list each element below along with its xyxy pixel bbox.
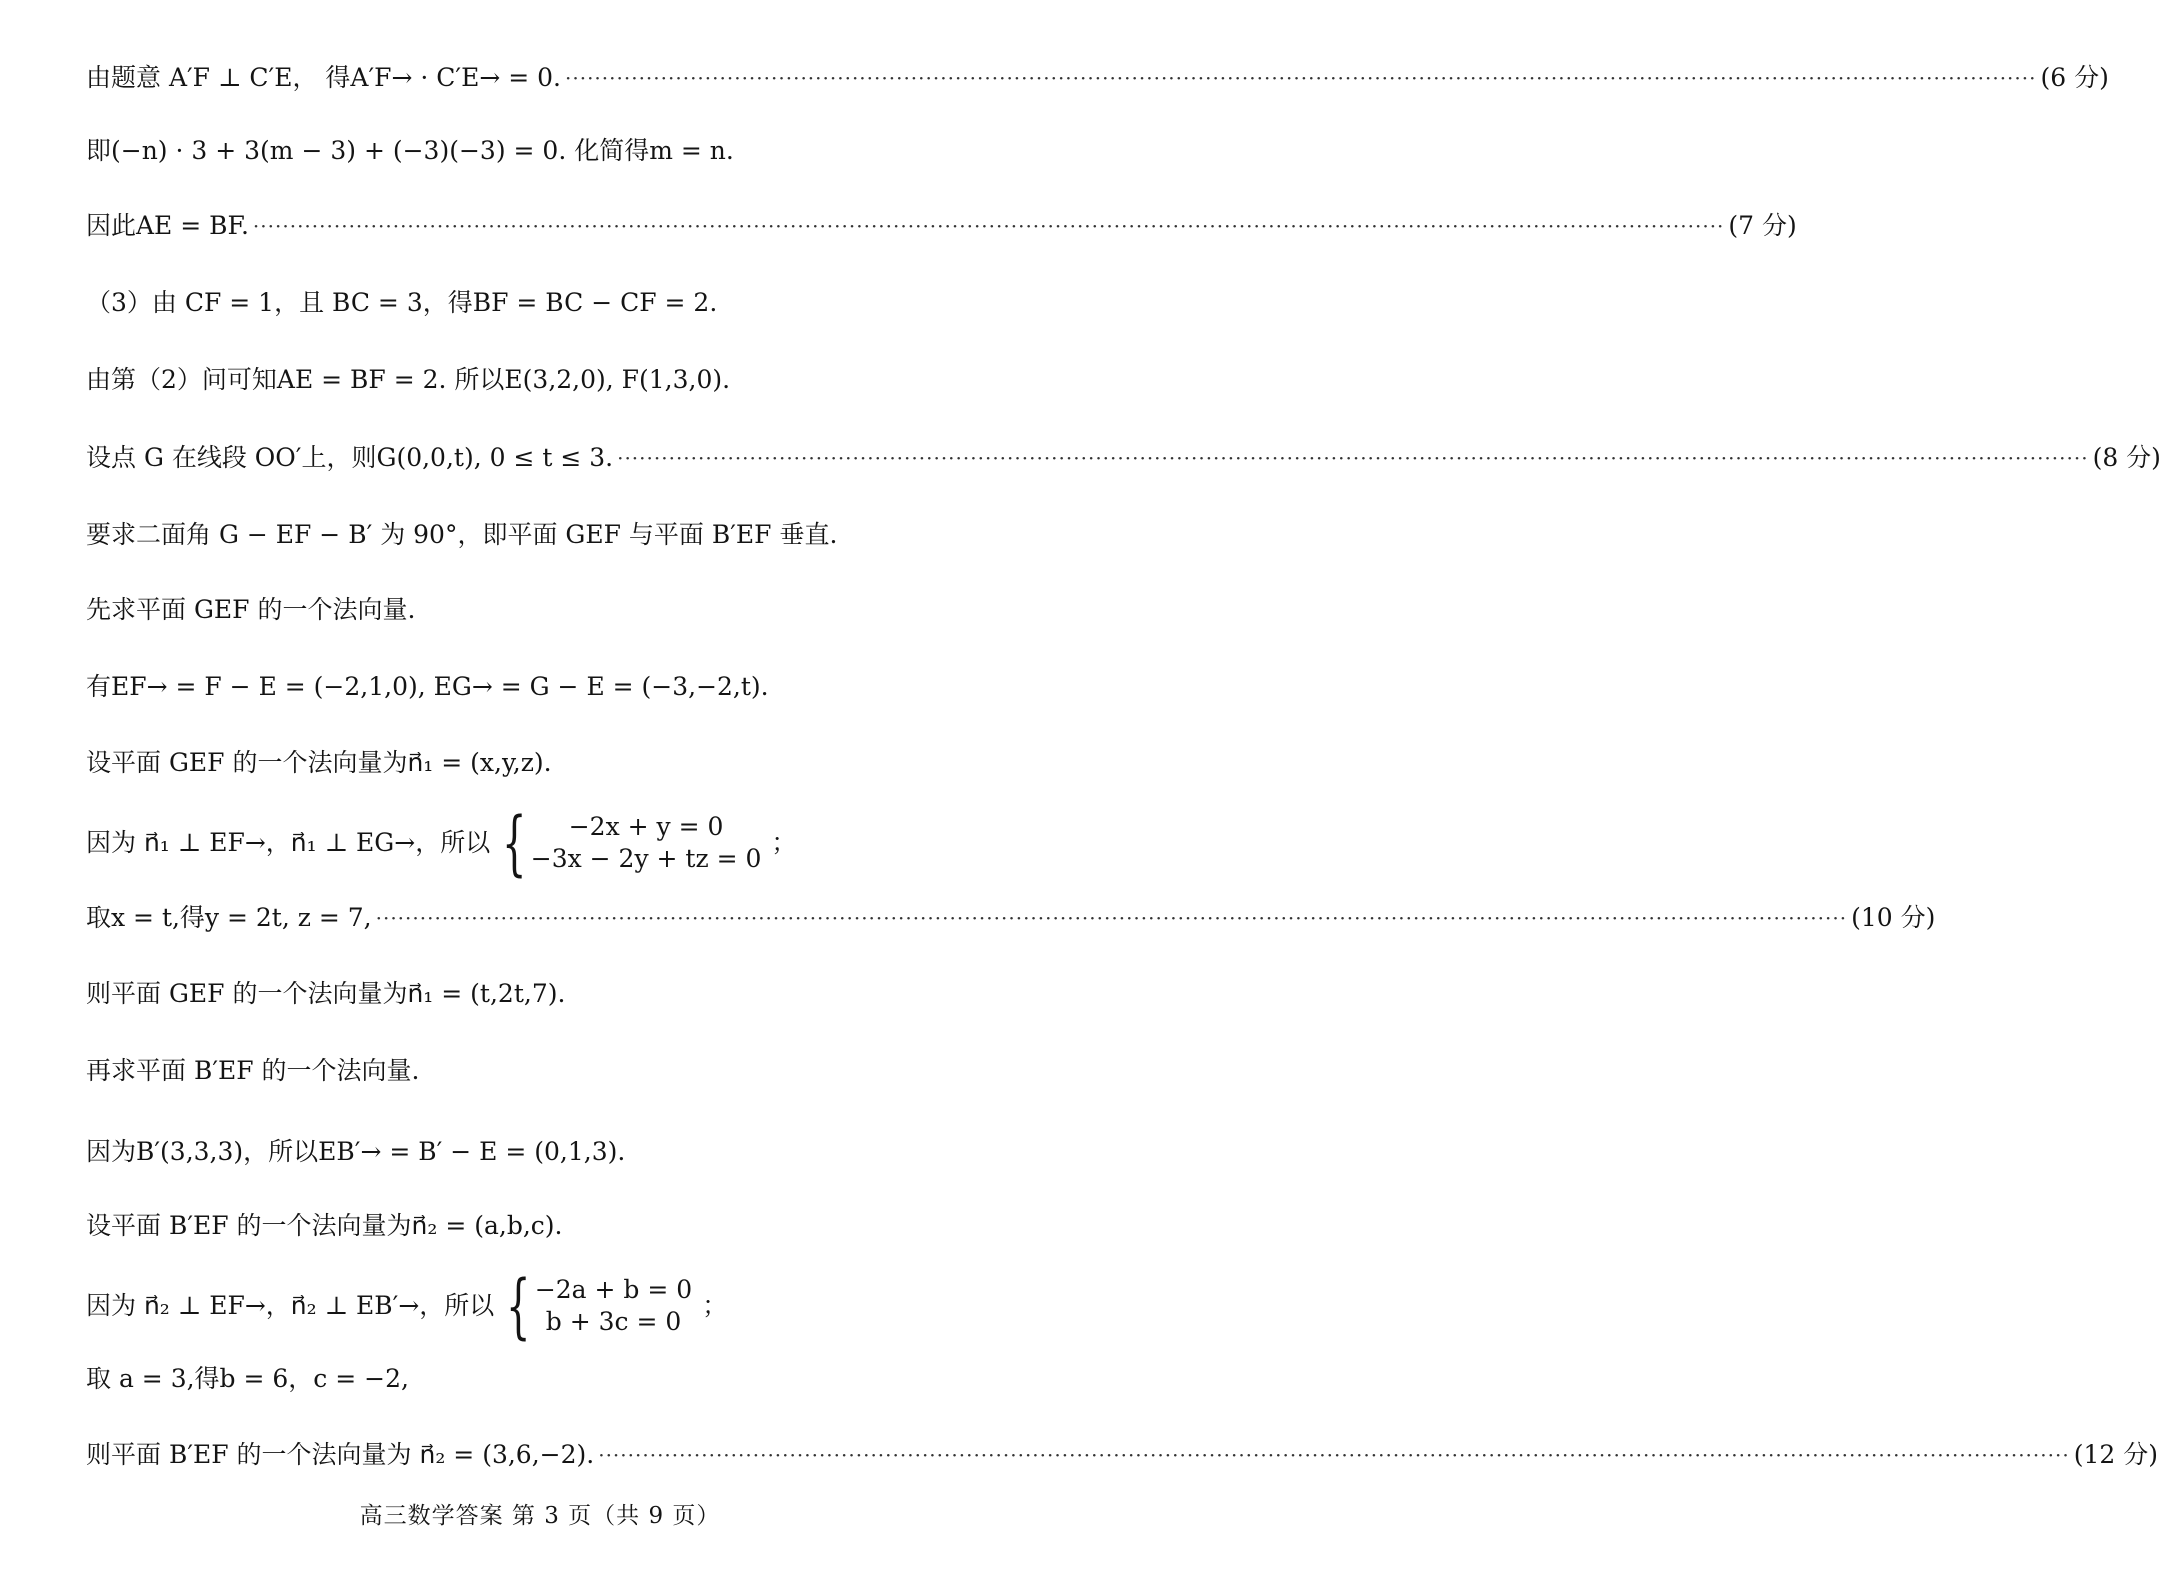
dot-leader: ········································································································································································································ (565, 66, 2037, 90)
line-text: 由题意 A′F ⊥ C′E， 得A′F→ · C′E→ = 0. (86, 63, 561, 92)
solution-line (86, 745, 1030, 781)
system-equation: −2a + b = 0 (534, 1275, 693, 1304)
line-text: 设平面 GEF 的一个法向量为n⃗₁ = (x,y,z). (86, 748, 552, 777)
score-label: (12 分) (2073, 1440, 2158, 1469)
system-equations (531, 811, 762, 875)
solution-line (86, 1134, 1030, 1170)
equation-system (492, 802, 762, 884)
solution-line (86, 440, 2161, 476)
line-text: 则平面 B′EF 的一个法向量为 n⃗₂ = (3,6,−2). (86, 1440, 595, 1469)
line-text: 再求平面 B′EF 的一个法向量. (86, 1056, 420, 1085)
line-text: 因为 n⃗₁ ⊥ EF→，n⃗₁ ⊥ EG→，所以 (86, 828, 491, 857)
line-text: 有EF→ = F − E = (−2,1,0), EG→ = G − E = (−3,−2,t). (86, 672, 769, 701)
solution-line (86, 1361, 1030, 1397)
solution-line (86, 133, 1030, 169)
line-text: 取x = t,得y = 2t, z = 7, (86, 903, 372, 932)
dot-leader: ········································································································································································································ (617, 446, 2089, 470)
solution-line (86, 517, 1030, 553)
dot-leader: ········································································································································································································ (598, 1443, 2070, 1467)
solution-line (86, 900, 1936, 936)
solution-line (86, 285, 1030, 321)
solution-line (86, 1437, 2158, 1473)
score-label: (8 分) (2092, 443, 2161, 472)
line-text: 要求二面角 G − EF − B′ 为 90°，即平面 GEF 与平面 B′EF 垂直. (86, 520, 838, 549)
line-suffix: ； (771, 828, 797, 857)
solution-line (86, 208, 1797, 244)
line-text: （3）由 CF = 1，且 BC = 3，得BF = BC − CF = 2. (86, 288, 718, 317)
score-label: (10 分) (1851, 903, 1936, 932)
solution-line (86, 669, 1030, 705)
left-brace: { (506, 1265, 531, 1347)
solution-line (86, 592, 1030, 628)
solution-line (86, 362, 1030, 398)
score-label: (7 分) (1728, 211, 1797, 240)
line-suffix: ； (702, 1291, 728, 1320)
dot-leader: ········································································································································································································ (375, 906, 1848, 930)
line-text: 因为B′(3,3,3)，所以EB′→ = B′ − E = (0,1,3). (86, 1137, 626, 1166)
line-text: 则平面 GEF 的一个法向量为n⃗₁ = (t,2t,7). (86, 979, 566, 1008)
system-equations (535, 1274, 692, 1338)
line-text: 因此AE = BF. (86, 211, 249, 240)
line-text: 由第（2）问可知AE = BF = 2. 所以E(3,2,0), F(1,3,0). (86, 365, 731, 394)
solution-line (86, 1265, 1030, 1347)
system-equation: −3x − 2y + tz = 0 (530, 844, 762, 873)
equation-system (496, 1265, 693, 1347)
solution-line (86, 976, 1030, 1012)
system-equation: b + 3c = 0 (545, 1307, 682, 1336)
line-text: 因为 n⃗₂ ⊥ EF→，n⃗₂ ⊥ EB′→，所以 (86, 1291, 495, 1320)
line-text: 先求平面 GEF 的一个法向量. (86, 595, 416, 624)
solution-line (86, 1053, 1030, 1089)
dot-leader: ········································································································································································································ (252, 214, 1725, 238)
system-equation: −2x + y = 0 (568, 812, 724, 841)
score-label: (6 分) (2040, 63, 2109, 92)
line-text: 设点 G 在线段 OO′上，则G(0,0,t), 0 ≤ t ≤ 3. (86, 443, 614, 472)
line-text: 设平面 B′EF 的一个法向量为n⃗₂ = (a,b,c). (86, 1211, 563, 1240)
solution-line (86, 802, 1030, 884)
left-brace: { (502, 802, 527, 884)
solution-line (86, 1208, 1030, 1244)
page-footer: 高三数学答案 第 3 页（共 9 页） (359, 1503, 721, 1529)
line-text: 取 a = 3,得b = 6，c = −2, (86, 1364, 409, 1393)
solution-line (86, 60, 2109, 96)
line-text: 即(−n) · 3 + 3(m − 3) + (−3)(−3) = 0. 化简得m = n. (86, 136, 734, 165)
